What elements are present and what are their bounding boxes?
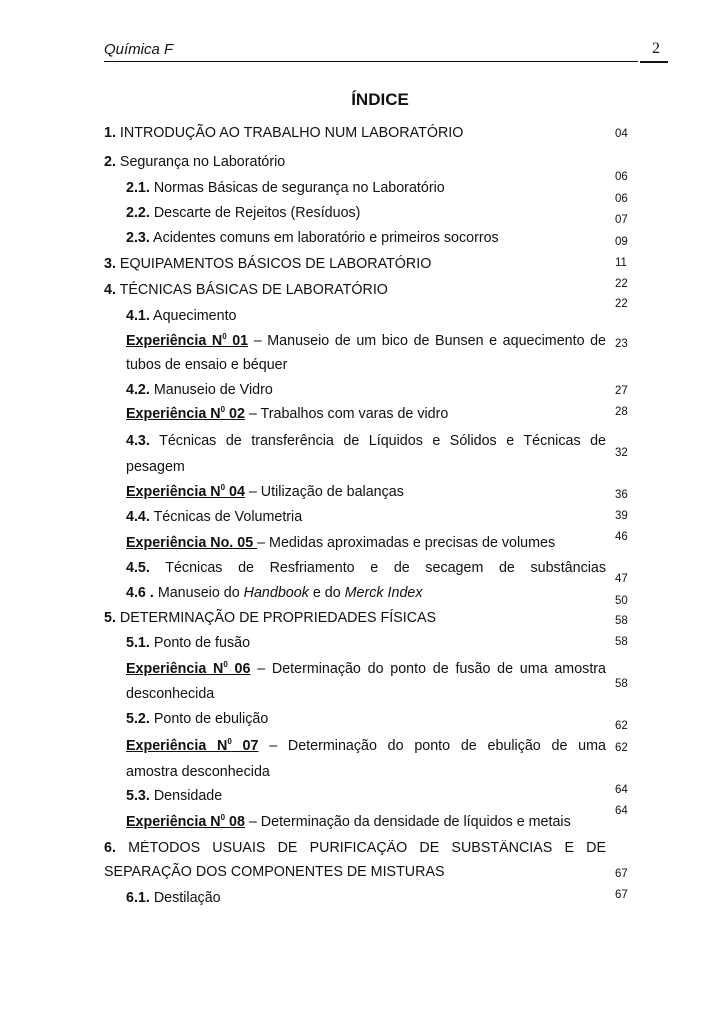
toc-experiment: Experiência No. 05 – Medidas aproximadas e precisas de volumes — [126, 535, 556, 551]
toc-entry-continuation: pesagem — [126, 459, 185, 475]
toc-entry: 3. EQUIPAMENTOS BÁSICOS DE LABORATÓRIO — [104, 256, 432, 272]
toc-entry: 5. DETERMINAÇÃO DE PROPRIEDADES FÍSICAS — [104, 610, 437, 626]
toc-experiment: Experiência $N^0$ 02 – Trabalhos com varas de vidro — [126, 405, 449, 422]
toc-page-number: 39 — [615, 510, 628, 522]
toc-page-number: 58 — [615, 615, 628, 627]
toc-page-number: 67 — [615, 868, 628, 880]
index-title: ÍNDICE — [351, 90, 409, 109]
toc-experiment: Experiência $N^0$ 04 – Utilização de balanças — [126, 483, 404, 500]
toc-entry: 4.3. Técnicas de transferência de Líquidos e Sólidos e Técnicas de — [126, 433, 606, 449]
toc-experiment: Experiência $N^0$ 08 – Determinação da densidade de líquidos e metais — [126, 813, 571, 830]
toc-entry: 2.3. Acidentes comuns em laboratório e primeiros socorros — [126, 230, 499, 246]
toc-page-number: 32 — [615, 447, 628, 459]
toc-experiment: Experiência $N^0$ 07 – Determinação do ponto de ebulição de uma — [126, 738, 606, 754]
toc-page-number: 07 — [615, 214, 628, 226]
toc-entry: 6. MÉTODOS USUAIS DE PURIFICAÇÃO DE SUBSTÂNCIAS E DE — [104, 840, 606, 856]
toc-entry-continuation: desconhecida — [126, 686, 215, 702]
page-number: 2 — [652, 40, 660, 57]
toc-page-number: 47 — [615, 573, 628, 585]
toc-page-number: 09 — [615, 236, 628, 248]
toc-page-number: 27 — [615, 385, 628, 397]
running-header-title: Química F — [104, 41, 174, 58]
toc-entry: 5.3. Densidade — [126, 788, 223, 804]
toc-page-number: 28 — [615, 406, 628, 418]
toc-page-number: 58 — [615, 678, 628, 690]
toc-page-number: 06 — [615, 193, 628, 205]
toc-entry: 4.4. Técnicas de Volumetria — [126, 509, 303, 525]
toc-experiment: Experiência $N^0$ 01 – Manuseio de um bico de Bunsen e aquecimento de — [126, 333, 606, 349]
toc-entry: 5.1. Ponto de fusão — [126, 635, 251, 651]
toc-entry-continuation: tubos de ensaio e béquer — [126, 357, 288, 373]
toc-page-number: 11 — [615, 257, 627, 269]
toc-entry: 5.2. Ponto de ebulição — [126, 711, 269, 727]
toc-page-number: 22 — [615, 278, 628, 290]
toc-page-number: 50 — [615, 595, 628, 607]
toc-page-number: 23 — [615, 338, 628, 350]
toc-entry: 4.2. Manuseio de Vidro — [126, 382, 273, 398]
toc-page-number: 64 — [615, 784, 628, 796]
toc-entry: 6.1. Destilação — [126, 890, 221, 906]
toc-page-number: 46 — [615, 531, 628, 543]
toc-page-number: 62 — [615, 742, 628, 754]
toc-page-number: 62 — [615, 720, 628, 732]
toc-entry: 4. TÉCNICAS BÁSICAS DE LABORATÓRIO — [104, 282, 388, 298]
toc-entry: 4.5. Técnicas de Resfriamento e de secagem de substâncias — [126, 560, 606, 576]
toc-page-number: 22 — [615, 298, 628, 310]
toc-page-number: 64 — [615, 805, 628, 817]
toc-entry: 2. Segurança no Laboratório — [104, 154, 286, 170]
toc-entry-continuation: amostra desconhecida — [126, 764, 270, 780]
header-rule-page — [640, 61, 668, 63]
header-rule — [104, 61, 638, 62]
toc-page-number: 06 — [615, 171, 628, 183]
toc-entry-continuation: SEPARAÇÃO DOS COMPONENTES DE MISTURAS — [104, 864, 445, 880]
toc-entry: 4.1. Aquecimento — [126, 308, 237, 324]
toc-page-number: 67 — [615, 889, 628, 901]
toc-entry: 1. INTRODUÇÃO AO TRABALHO NUM LABORATÓRIO — [104, 125, 464, 141]
toc-page-number: 36 — [615, 489, 628, 501]
toc-entry: 2.1. Normas Básicas de segurança no Laboratório — [126, 180, 445, 196]
toc-page-number: 04 — [615, 128, 628, 140]
toc-entry: 4.6 . Manuseio do Handbook e do Merck Index — [126, 585, 423, 601]
toc-entry: 2.2. Descarte de Rejeitos (Resíduos) — [126, 205, 361, 221]
toc-experiment: Experiência $N^0$ 06 – Determinação do ponto de fusão de uma amostra — [126, 661, 606, 677]
toc-page-number: 58 — [615, 636, 628, 648]
